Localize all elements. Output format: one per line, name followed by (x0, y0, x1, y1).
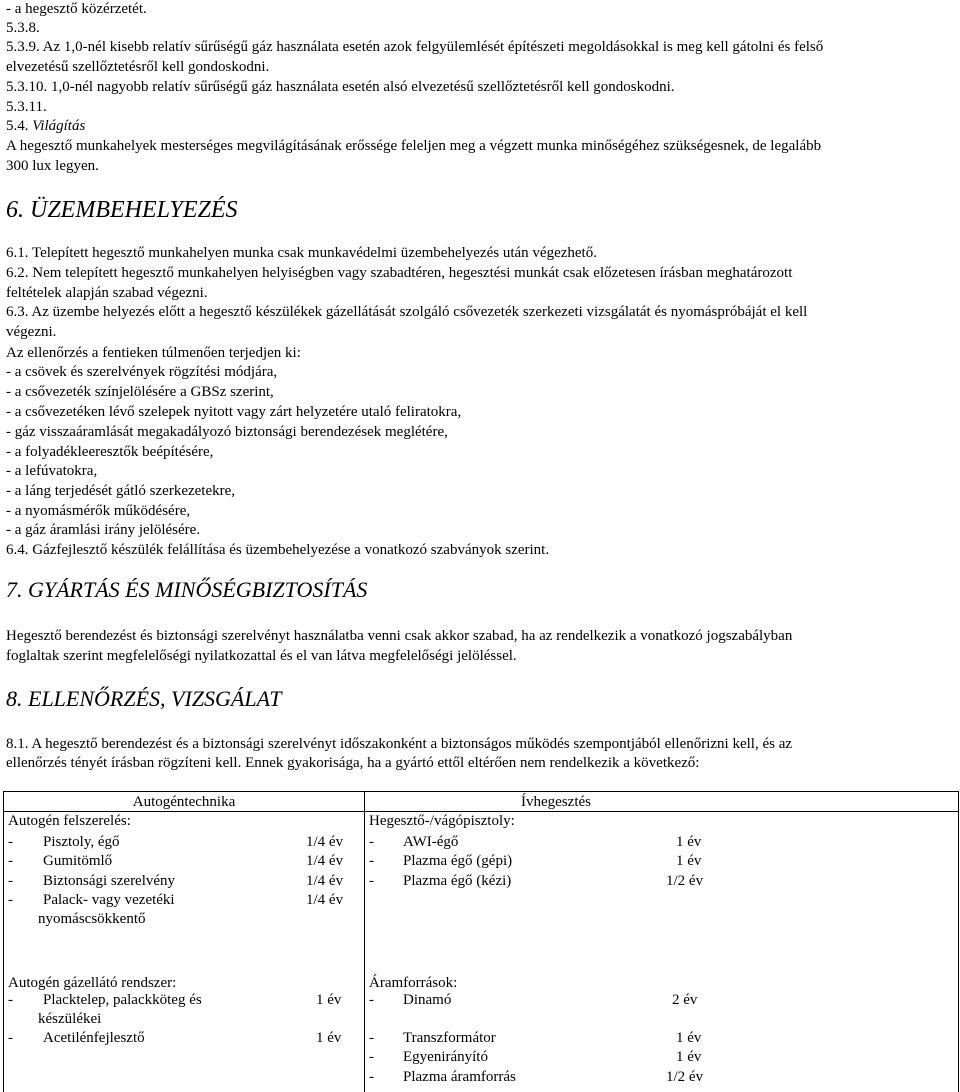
text-line: foglaltak szerint megfelelőségi nyilatkozattal és el van látva megfelelőségi jelöléssel. (6, 648, 517, 664)
row-name: Palack- vagy vezetéki (43, 892, 175, 908)
text-line: feltételek alapján szabad végezni. (6, 285, 208, 301)
table-divider (364, 792, 365, 1092)
text-line: 5.3.8. (6, 20, 40, 36)
row-dash: - (8, 892, 13, 908)
list-item: - a csővezeték színjelölésére a GBSz szerint, (6, 384, 274, 400)
row-period: 1 év (316, 1030, 342, 1046)
row-dash: - (8, 834, 13, 850)
inspection-frequency-table (3, 791, 959, 1092)
text-line: 5.3.10. 1,0-nél nagyobb relatív sűrűségű gáz használata esetén alsó elvezetésű szellőztetésről kell gondoskodni. (6, 79, 675, 95)
heading-7: 7. GYÁRTÁS ÉS MINŐSÉGBIZTOSÍTÁS (6, 577, 368, 602)
row-dash: - (8, 873, 13, 889)
group-title: Hegesztő-/vágópisztoly: (369, 813, 515, 829)
text-line: 8.1. A hegesztő berendezést és a biztonsági szerelvényt időszakonként a biztonságos működés szempontjából ellenőrizni kell, és az (6, 736, 793, 752)
row-period: 1 év (316, 992, 342, 1008)
row-dash: - (369, 834, 374, 850)
row-name: Transzformátor (403, 1030, 496, 1046)
row-name-continued: nyomáscsökkentő (38, 911, 146, 927)
text-line: 6.4. Gázfejlesztő készülék felállítása és üzembehelyezése a vonatkozó szabványok szerint. (6, 542, 550, 558)
heading-6: 6. ÜZEMBEHELYEZÉS (6, 197, 238, 223)
row-dash: - (369, 1030, 374, 1046)
section-number: 5.4. (6, 118, 29, 134)
text-line: 300 lux legyen. (6, 158, 99, 174)
list-item: - a folyadékleeresztők beépítésére, (6, 444, 214, 460)
row-name: AWI-égő (403, 834, 459, 850)
row-name: Dinamó (403, 992, 452, 1008)
list-item: - a láng terjedését gátló szerkezetekre, (6, 483, 236, 499)
row-name: Plazma áramforrás (403, 1069, 516, 1085)
text-line: ellenőrzés tényét írásban rögzíteni kell. Ennek gyakorisága, ha a gyártó ettől eltérően nem rendelkezik a következő: (6, 755, 700, 771)
section-5-4-heading (6, 117, 85, 136)
text-line: elvezetésű szellőztetésről kell gondoskodni. (6, 59, 270, 75)
row-name: Plazma égő (kézi) (403, 873, 512, 889)
row-name: Biztonsági szerelvény (43, 873, 176, 889)
table-header-arc: Ívhegesztés (521, 794, 591, 810)
text-line: Az ellenőrzés a fentieken túlmenően terjedjen ki: (6, 345, 301, 361)
row-name: Acetilénfejlesztő (43, 1030, 145, 1046)
text-line: 6.2. Nem telepített hegesztő munkahelyen helyiségben vagy szabadtéren, hegesztési munkát csak előzetesen írásban meghatározott (6, 265, 793, 281)
row-period: 1 év (676, 834, 702, 850)
row-period: 2 év (672, 992, 698, 1008)
row-period: 1/2 év (666, 1069, 704, 1085)
list-item: - a gáz áramlási irány jelölésére. (6, 522, 201, 538)
text-line: Hegesztő berendezést és biztonsági szerelvényt használatba venni csak akkor szabad, ha az rendelkezik a vonatkozó jogszabályban (6, 628, 793, 644)
table-header-autogen: Autogéntechnika (132, 794, 236, 810)
group-title: Autogén felszerelés: (8, 813, 131, 829)
row-dash: - (369, 873, 374, 889)
row-period: 1 év (676, 853, 702, 869)
row-dash: - (8, 992, 13, 1008)
row-dash: - (369, 853, 374, 869)
row-name: Gumitömlő (43, 853, 113, 869)
row-name: Egyenirányító (403, 1049, 488, 1065)
row-name-continued: készülékei (38, 1011, 102, 1027)
text-line: 5.3.11. (6, 99, 47, 115)
row-name: Plazma égő (gépi) (403, 853, 513, 869)
row-period: 1/2 év (666, 873, 704, 889)
group-title: Áramforrások: (369, 975, 458, 991)
row-period: 1/4 év (306, 834, 344, 850)
text-line: 6.3. Az üzembe helyezés előtt a hegesztő készülékek gázellátását szolgáló csővezeték szerkezeti vizsgálatát és nyomáspróbáját el kell (6, 304, 808, 320)
list-item: - a lefúvatokra, (6, 463, 98, 479)
list-item: - a csövek és szerelvények rögzítési módjára, (6, 364, 278, 380)
row-period: 1/4 év (306, 892, 344, 908)
row-period: 1 év (676, 1030, 702, 1046)
list-item: - a csővezetéken lévő szelepek nyitott vagy zárt helyzetére utaló feliratokra, (6, 404, 462, 420)
text-line: 5.3.9. Az 1,0-nél kisebb relatív sűrűségű gáz használata esetén azok felgyülemlését építészeti megoldásokkal is meg kell gátolni és felső (6, 39, 824, 55)
row-dash: - (8, 853, 13, 869)
row-dash: - (369, 1069, 374, 1085)
heading-8: 8. ELLENŐRZÉS, VIZSGÁLAT (6, 686, 282, 711)
row-dash: - (8, 1030, 13, 1046)
group-title: Autogén gázellátó rendszer: (8, 975, 177, 991)
text-line: - a hegesztő közérzetét. (6, 1, 147, 17)
row-name: Placktelep, palackköteg és (43, 992, 202, 1008)
text-line: végezni. (6, 324, 57, 340)
section-title: Világítás (32, 118, 86, 134)
row-dash: - (369, 1049, 374, 1065)
row-period: 1/4 év (306, 853, 344, 869)
row-period: 1/4 év (306, 873, 344, 889)
text-line: A hegesztő munkahelyek mesterséges megvilágításának erőssége feleljen meg a végzett munka minőségéhez szükségesnek, de legalább (6, 138, 822, 154)
text-line: 6.1. Telepített hegesztő munkahelyen munka csak munkavédelmi üzembehelyezés után végezhető. (6, 245, 597, 261)
row-dash: - (369, 992, 374, 1008)
list-item: - gáz visszaáramlását megakadályozó biztonsági berendezések meglétére, (6, 424, 448, 440)
row-name: Pisztoly, égő (43, 834, 120, 850)
list-item: - a nyomásmérők működésére, (6, 503, 191, 519)
row-period: 1 év (676, 1049, 702, 1065)
